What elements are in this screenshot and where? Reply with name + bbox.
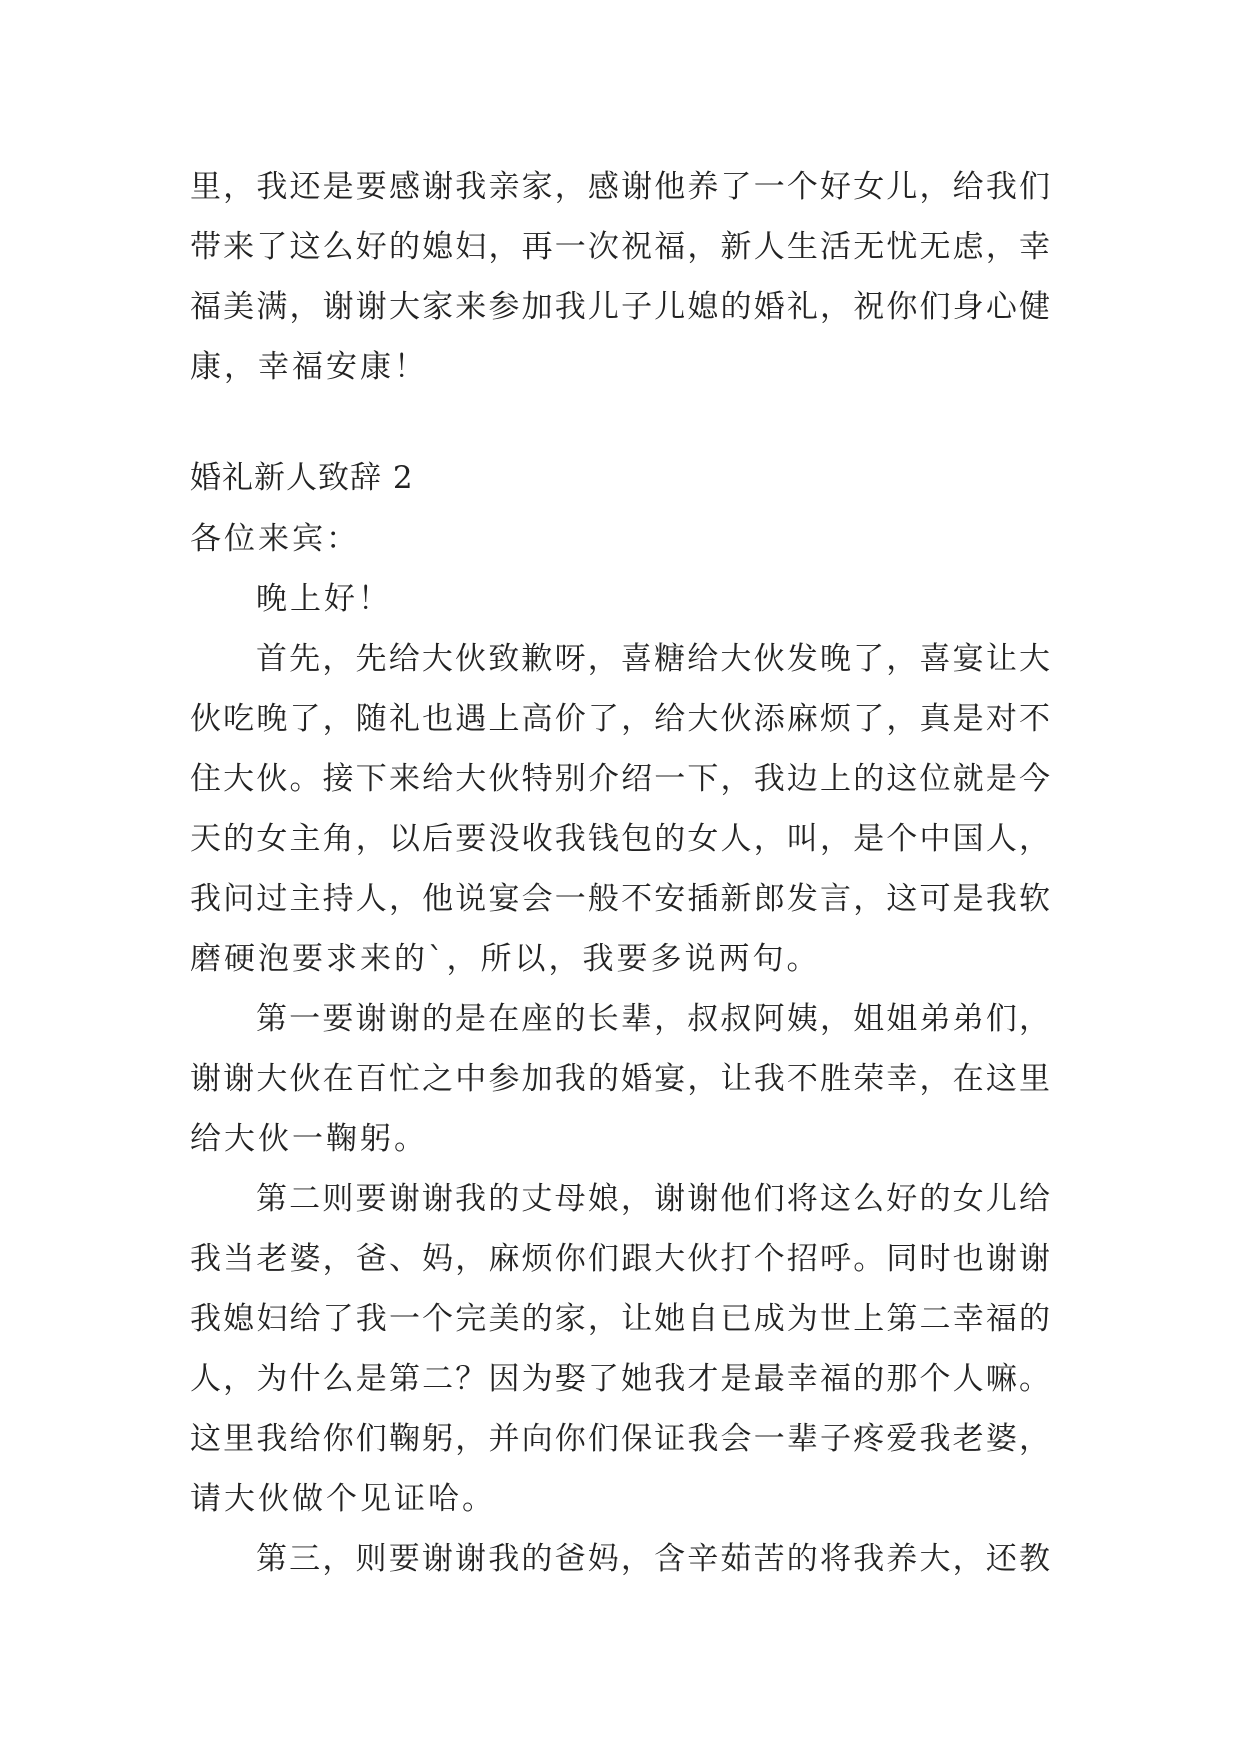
text-line: 谢谢大伙在百忙之中参加我的婚宴，让我不胜荣幸，在这里 bbox=[190, 1061, 1050, 1097]
salutation: 各位来宾： bbox=[190, 521, 360, 557]
text-line: 天的女主角，以后要没收我钱包的女人，叫，是个中国人， bbox=[190, 821, 1050, 857]
greeting: 晚上好！ bbox=[256, 581, 392, 617]
text-line: 伙吃晚了，随礼也遇上高价了，给大伙添麻烦了，真是对不 bbox=[190, 701, 1050, 737]
text-line: 里，我还是要感谢我亲家，感谢他养了一个好女儿，给我们 bbox=[190, 169, 1050, 205]
text-line: 请大伙做个见证哈。 bbox=[190, 1481, 496, 1517]
text-line: 给大伙一鞠躬。 bbox=[190, 1121, 428, 1157]
text-line: 住大伙。接下来给大伙特别介绍一下，我边上的这位就是今 bbox=[190, 761, 1050, 797]
section-title: 婚礼新人致辞 2 bbox=[190, 460, 414, 496]
text-line: 首先，先给大伙致歉呀，喜糖给大伙发晚了，喜宴让大 bbox=[256, 641, 1050, 677]
text-line: 人，为什么是第二？因为娶了她我才是最幸福的那个人嘛。 bbox=[190, 1361, 1050, 1397]
text-line: 我问过主持人，他说宴会一般不安插新郎发言，这可是我软 bbox=[190, 881, 1050, 917]
text-line: 康，幸福安康！ bbox=[190, 349, 428, 385]
text-line: 第一要谢谢的是在座的长辈，叔叔阿姨，姐姐弟弟们， bbox=[256, 1001, 1050, 1037]
text-line: 我媳妇给了我一个完美的家，让她自已成为世上第二幸福的 bbox=[190, 1301, 1050, 1337]
text-line: 福美满，谢谢大家来参加我儿子儿媳的婚礼，祝你们身心健 bbox=[190, 289, 1050, 325]
text-line: 第二则要谢谢我的丈母娘，谢谢他们将这么好的女儿给 bbox=[256, 1181, 1050, 1217]
text-line: 磨硬泡要求来的`，所以，我要多说两句。 bbox=[190, 941, 821, 977]
text-line: 这里我给你们鞠躬，并向你们保证我会一辈子疼爱我老婆， bbox=[190, 1421, 1050, 1457]
text-line: 带来了这么好的媳妇，再一次祝福，新人生活无忧无虑，幸 bbox=[190, 229, 1050, 265]
text-line: 我当老婆，爸、妈，麻烦你们跟大伙打个招呼。同时也谢谢 bbox=[190, 1241, 1050, 1277]
text-line: 第三，则要谢谢我的爸妈，含辛茹苦的将我养大，还教 bbox=[256, 1541, 1050, 1577]
